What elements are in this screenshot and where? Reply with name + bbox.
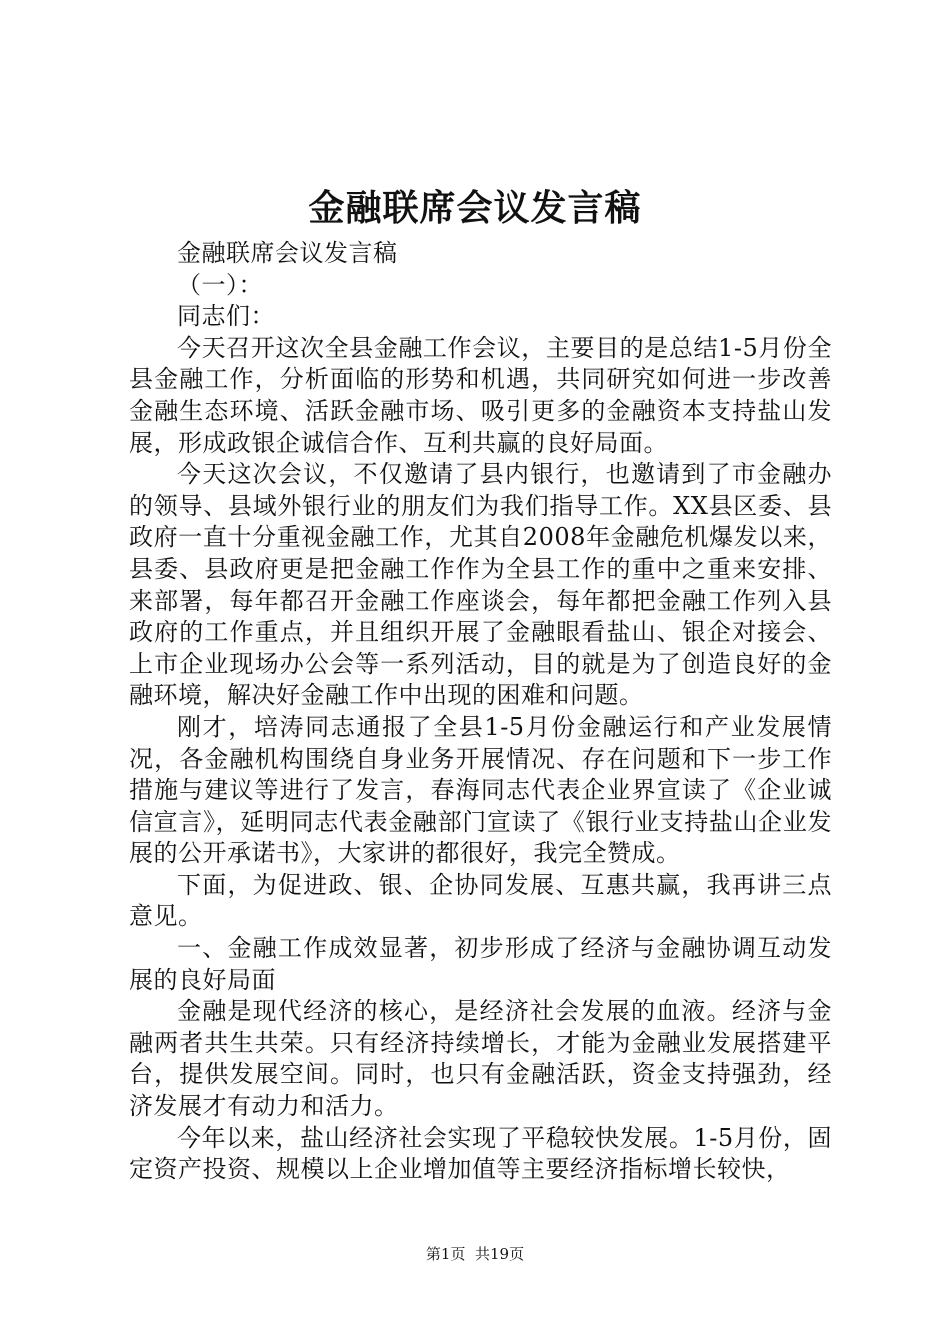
- page-total: 共19页: [475, 1245, 525, 1263]
- document-body: [129, 238, 832, 1186]
- paragraph: 今天召开这次全县金融工作会议，主要目的是总结1-5月份全县金融工作，分析面临的形势和机遇，共同研究如何进一步改善金融生态环境、活跃金融市场、吸引更多的金融资本支持盐山发展，形成政银企诚信合作、互利共赢的良好局面。: [129, 333, 832, 457]
- paragraph-heading: 一、金融工作成效显著，初步形成了经济与金融协调互动发展的良好局面: [129, 934, 832, 994]
- document-title: 金融联席会议发言稿: [308, 187, 642, 229]
- paragraph-section-number: （一）：: [177, 270, 263, 299]
- paragraph: 今天这次会议，不仅邀请了县内银行，也邀请到了市金融办的领导、县域外银行业的朋友们为我们指导工作。XX县区委、县政府一直十分重视金融工作，尤其自2008年金融危机爆发以来，县委、县政府更是把金融工作作为全县工作的重中之重来安排、来部署，每年都召开金融工作座谈会，每年都把金融工作列入县政府的工作重点，并且组织开展了金融眼看盐山、银企对接会、上市企业现场办公会等一系列活动，目的就是为了创造良好的金融环境，解决好金融工作中出现的困难和问题。: [129, 460, 832, 710]
- paragraph: 下面，为促进政、银、企协同发展、互惠共赢，我再讲三点意见。: [129, 870, 832, 931]
- paragraph-salutation: 同志们：: [177, 302, 275, 331]
- page-footer: [0, 1244, 950, 1264]
- paragraph: 刚才，培涛同志通报了全县1-5月份金融运行和产业发展情况，各金融机构围绕自身业务开展情况、存在问题和下一步工作措施与建议等进行了发言，春海同志代表企业界宣读了《企业诚信宣言》，延明同志代表金融部门宣读了《银行业支持盐山企业发展的公开承诺书》，大家讲的都很好，我完全赞成。: [129, 712, 832, 868]
- paragraph: 今年以来，盐山经济社会实现了平稳较快发展。1-5月份，固定资产投资、规模以上企业增加值等主要经济指标增长较快，: [129, 1123, 832, 1184]
- page-number: 第1页: [425, 1245, 466, 1263]
- paragraph-subtitle: 金融联席会议发言稿: [177, 239, 398, 267]
- paragraph: 金融是现代经济的核心，是经济社会发展的血液。经济与金融两者共生共荣。只有经济持续增长，才能为金融业发展搭建平台，提供发展空间。同时，也只有金融活跃，资金支持强劲，经济发展才有动力和活力。: [129, 997, 832, 1121]
